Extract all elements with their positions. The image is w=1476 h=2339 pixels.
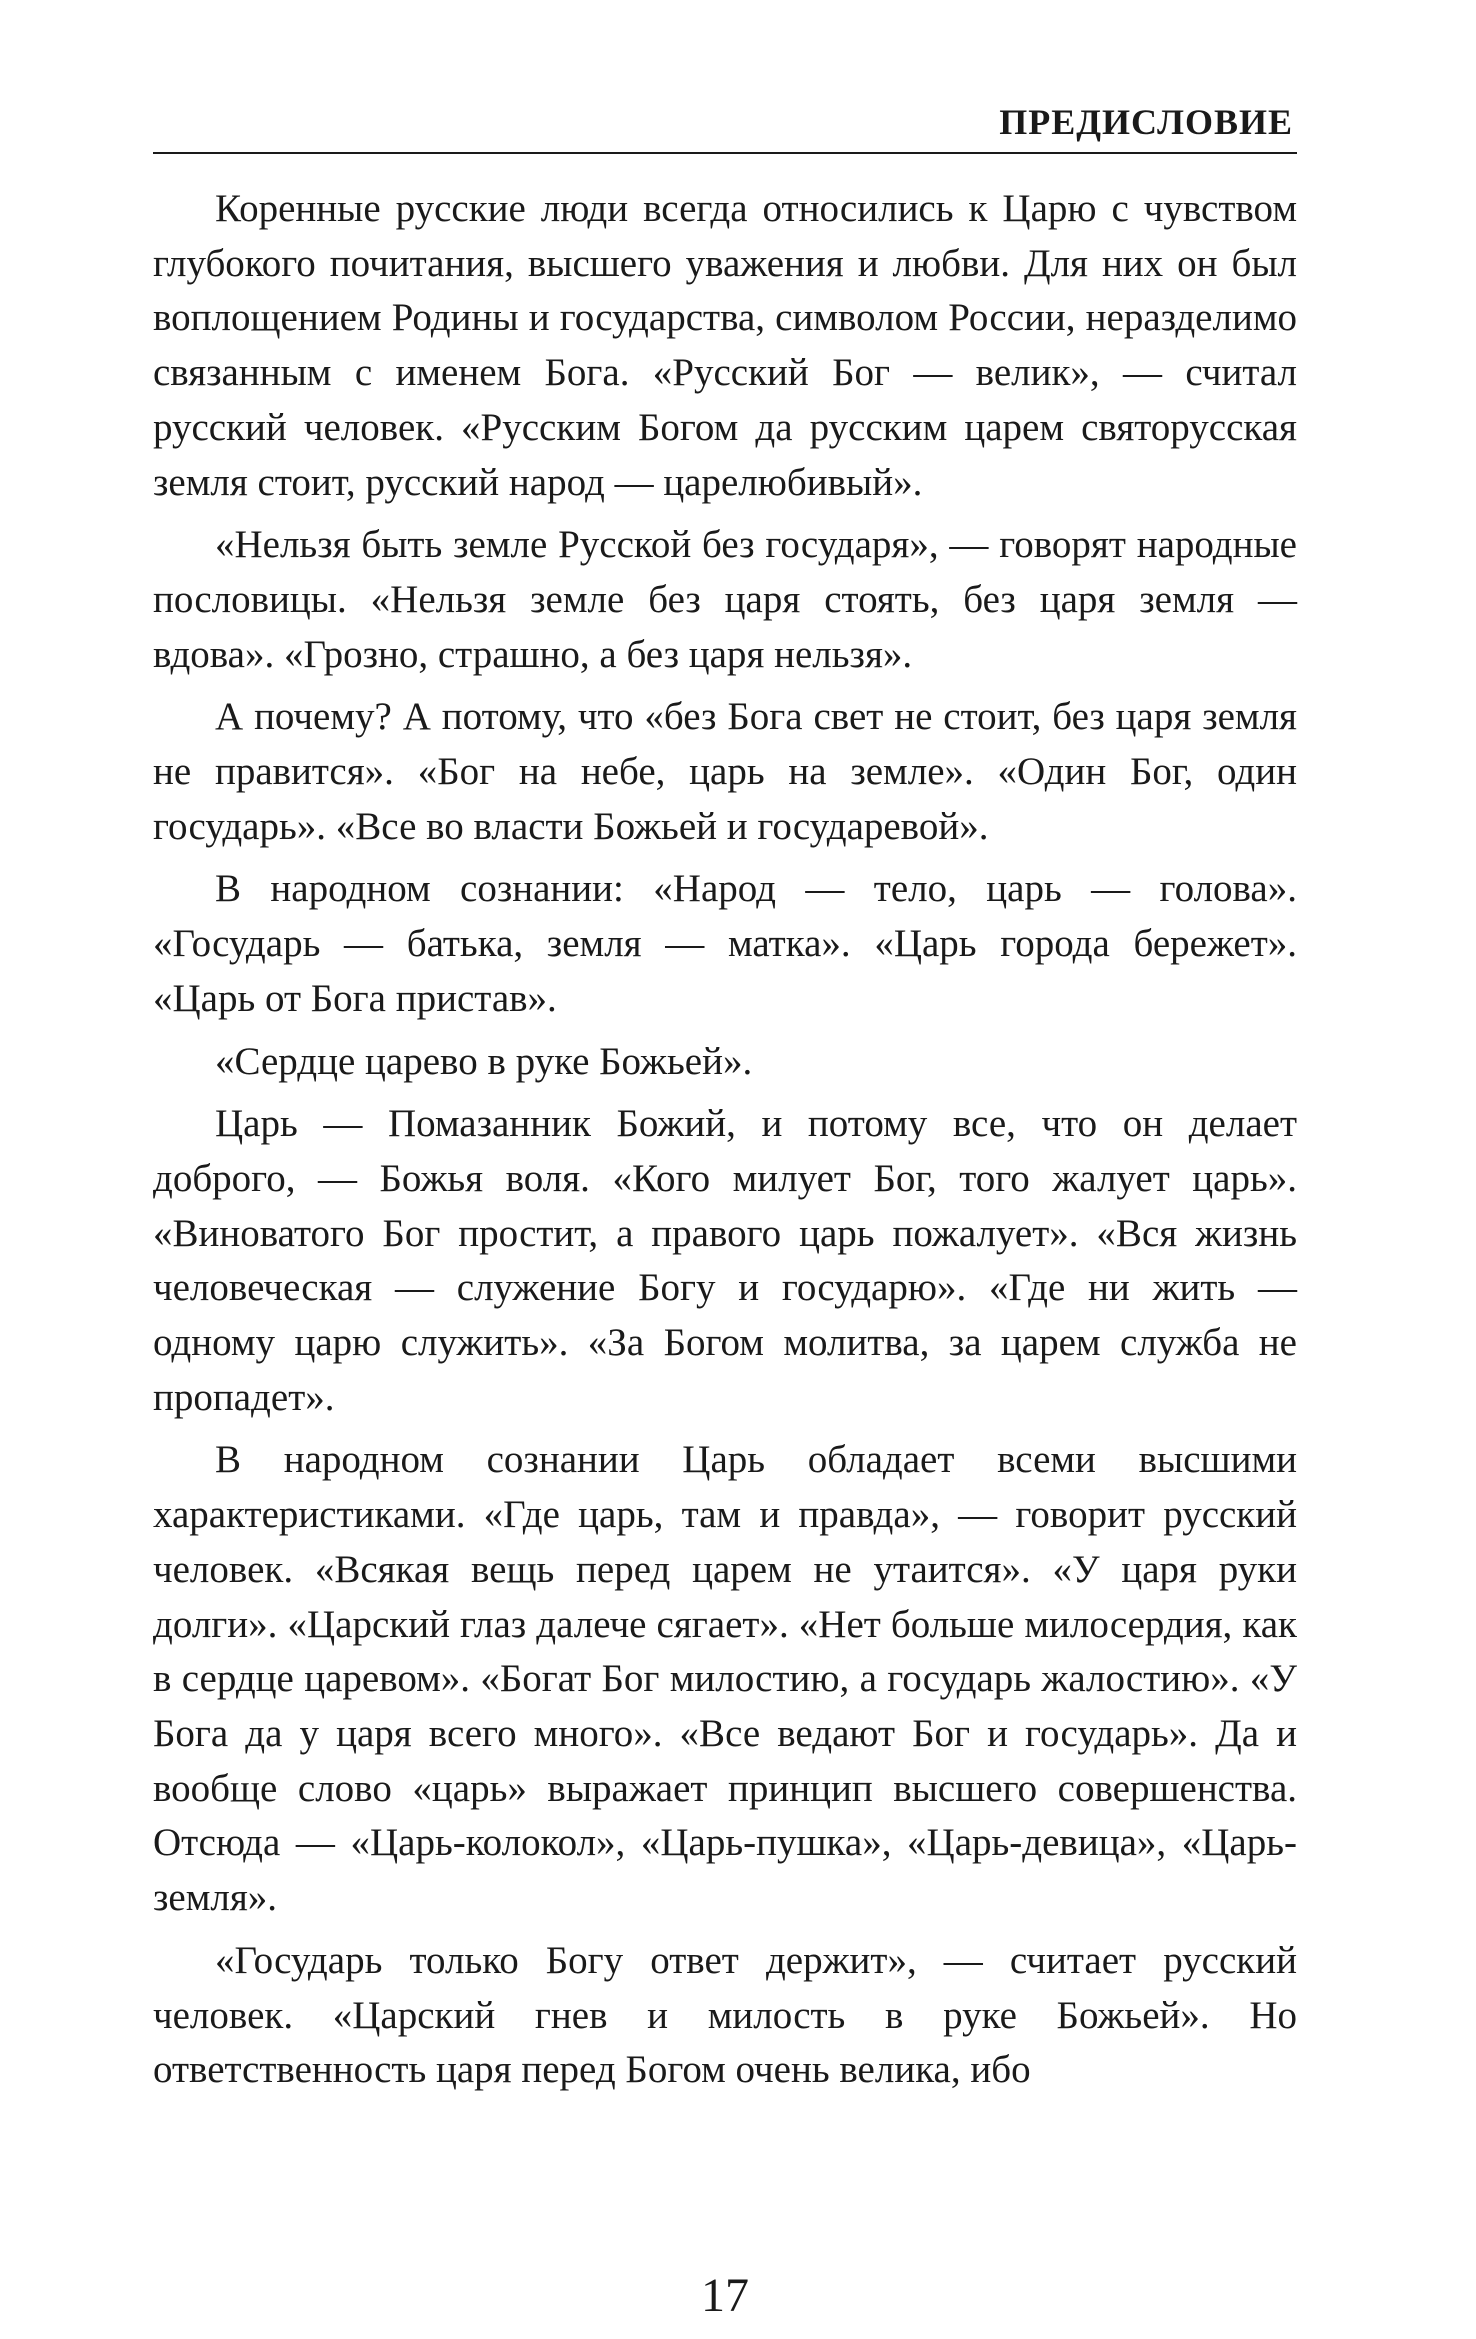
paragraph-4: В народном сознании: «Народ — тело, царь — голова». «Государь — батька, земля — матка». «Царь города бережет». «Царь от Бога пристав». <box>153 867 1297 1020</box>
paragraph-6: Царь — Помазанник Божий, и потому все, что он делает доброго, — Божья воля. «Кого милует Бог, того жалует царь». «Виноватого Бог простит, а правого царь пожалует». «Вся жизнь человеческая — служение Богу и государю». «Где ни жить — одному царю служить». «За Богом молитва, за царем служба не пропадет». <box>153 1102 1297 1419</box>
paragraph-1: Коренные русские люди всегда относились к Царю с чувством глубокого почитания, высшего уважения и любви. Для них он был воплощением Родины и государства, символом России, неразделимо связанным с именем Бога. «Русский Бог — велик», — считал русский человек. «Русским Богом да русским царем святорусская земля стоит, русский народ — царелюбивый». <box>153 187 1297 504</box>
paragraph-5: «Сердце царево в руке Божьей». <box>215 1039 753 1083</box>
running-head-title: ПРЕДИСЛОВИЕ <box>999 102 1293 142</box>
body-text <box>153 182 1297 2098</box>
book-page <box>153 100 1297 2322</box>
running-head <box>153 100 1297 144</box>
page-number: 17 <box>701 2269 749 2322</box>
paragraph-2: «Нельзя быть земле Русской без государя», — говорят народные пословицы. «Нельзя земле без царя стоять, без царя земля — вдова». «Грозно, страшно, а без царя нельзя». <box>153 523 1297 676</box>
header-rule <box>153 152 1297 154</box>
paragraph-7: В народном сознании Царь обладает всеми высшими характеристиками. «Где царь, там и правда», — говорит русский человек. «Всякая вещь перед царем не утаится». «У царя руки долги». «Царский глаз далече сягает». «Нет больше милосердия, как в сердце царевом». «Богат Бог милостию, а государь жалостию». «У Бога да у царя всего много». «Все ведают Бог и государь». Да и вообще слово «царь» выражает принцип высшего совершенства. Отсюда — «Царь-колокол», «Царь-пушка», «Царь-девица», «Царь-земля». <box>153 1438 1297 1920</box>
paragraph-8: «Государь только Богу ответ держит», — считает русский человек. «Царский гнев и милость в руке Божьей». Но ответственность царя перед Богом очень велика, ибо <box>153 1938 1297 2092</box>
paragraph-3: А почему? А потому, что «без Бога свет не стоит, без царя земля не правится». «Бог на небе, царь на земле». «Один Бог, один государь». «Все во власти Божьей и государевой». <box>153 695 1297 848</box>
